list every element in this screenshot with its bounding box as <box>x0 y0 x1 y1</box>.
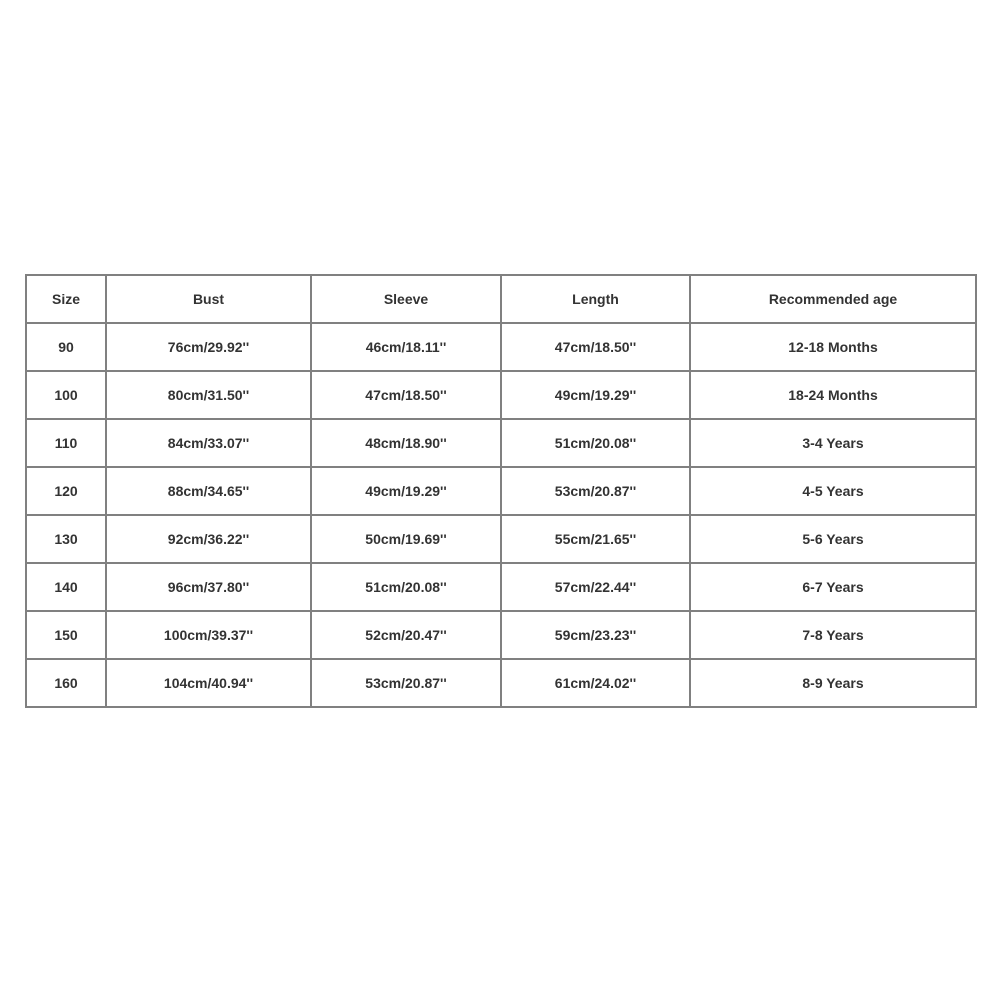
cell-sleeve: 51cm/20.08'' <box>311 563 501 611</box>
cell-sleeve: 48cm/18.90'' <box>311 419 501 467</box>
cell-bust: 104cm/40.94'' <box>106 659 311 707</box>
cell-sleeve: 49cm/19.29'' <box>311 467 501 515</box>
cell-size: 140 <box>26 563 106 611</box>
table-row <box>26 419 976 467</box>
cell-sleeve: 46cm/18.11'' <box>311 323 501 371</box>
header-recommended-age: Recommended age <box>690 275 976 323</box>
cell-length: 51cm/20.08'' <box>501 419 690 467</box>
cell-size: 150 <box>26 611 106 659</box>
table-header-row <box>26 275 976 323</box>
cell-size: 120 <box>26 467 106 515</box>
cell-sleeve: 47cm/18.50'' <box>311 371 501 419</box>
cell-length: 59cm/23.23'' <box>501 611 690 659</box>
cell-bust: 92cm/36.22'' <box>106 515 311 563</box>
cell-bust: 88cm/34.65'' <box>106 467 311 515</box>
cell-recommended-age: 5-6 Years <box>690 515 976 563</box>
header-bust: Bust <box>106 275 311 323</box>
cell-sleeve: 52cm/20.47'' <box>311 611 501 659</box>
cell-recommended-age: 4-5 Years <box>690 467 976 515</box>
cell-recommended-age: 3-4 Years <box>690 419 976 467</box>
table-row <box>26 515 976 563</box>
cell-bust: 96cm/37.80'' <box>106 563 311 611</box>
table-row <box>26 323 976 371</box>
cell-bust: 76cm/29.92'' <box>106 323 311 371</box>
cell-size: 130 <box>26 515 106 563</box>
cell-sleeve: 53cm/20.87'' <box>311 659 501 707</box>
table-row <box>26 659 976 707</box>
cell-length: 55cm/21.65'' <box>501 515 690 563</box>
table-row <box>26 563 976 611</box>
cell-size: 100 <box>26 371 106 419</box>
header-length: Length <box>501 275 690 323</box>
cell-recommended-age: 12-18 Months <box>690 323 976 371</box>
cell-length: 61cm/24.02'' <box>501 659 690 707</box>
table-row <box>26 371 976 419</box>
header-sleeve: Sleeve <box>311 275 501 323</box>
cell-recommended-age: 7-8 Years <box>690 611 976 659</box>
cell-bust: 80cm/31.50'' <box>106 371 311 419</box>
cell-length: 49cm/19.29'' <box>501 371 690 419</box>
cell-recommended-age: 8-9 Years <box>690 659 976 707</box>
cell-length: 57cm/22.44'' <box>501 563 690 611</box>
header-size: Size <box>26 275 106 323</box>
cell-size: 110 <box>26 419 106 467</box>
cell-size: 90 <box>26 323 106 371</box>
cell-bust: 84cm/33.07'' <box>106 419 311 467</box>
cell-size: 160 <box>26 659 106 707</box>
cell-recommended-age: 6-7 Years <box>690 563 976 611</box>
cell-recommended-age: 18-24 Months <box>690 371 976 419</box>
cell-length: 53cm/20.87'' <box>501 467 690 515</box>
cell-length: 47cm/18.50'' <box>501 323 690 371</box>
cell-sleeve: 50cm/19.69'' <box>311 515 501 563</box>
table-row <box>26 611 976 659</box>
table-row <box>26 467 976 515</box>
cell-bust: 100cm/39.37'' <box>106 611 311 659</box>
size-chart-table <box>25 274 977 708</box>
